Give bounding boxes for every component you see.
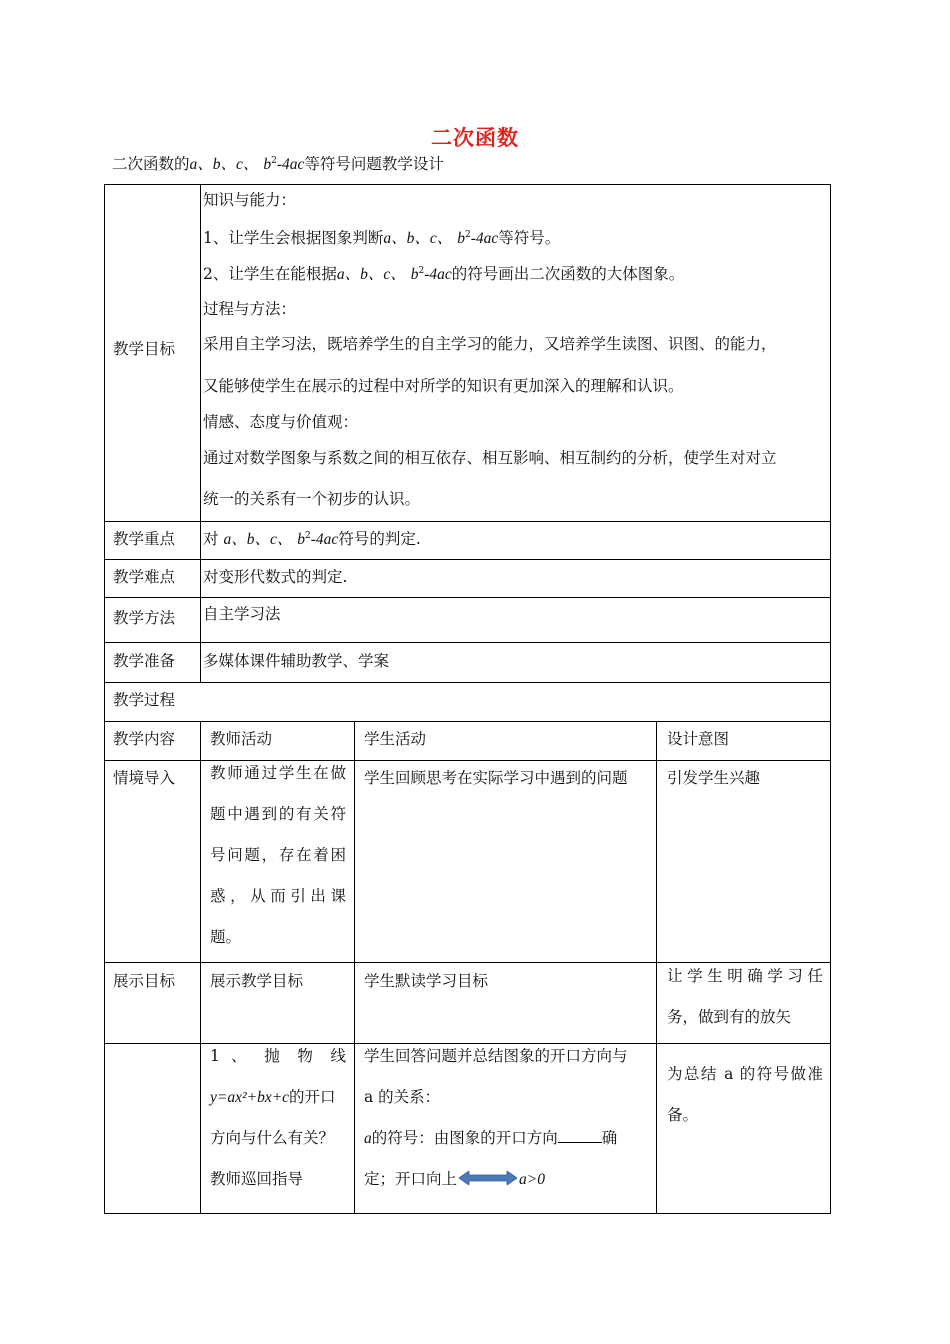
method-text: 自主学习法 xyxy=(203,605,281,623)
table-row-intent: 引发学生兴趣 xyxy=(667,769,761,787)
method-label: 教学方法 xyxy=(113,609,176,627)
emotion-line-2: 统一的关系有一个初步的认识。 xyxy=(203,490,421,508)
fill-in-blank xyxy=(558,1128,602,1143)
table-row-student: 学生回顾思考在实际学习中遇到的问题 xyxy=(364,769,628,787)
knowledge-heading: 知识与能力： xyxy=(203,191,297,209)
table-row-content: 情境导入 xyxy=(113,769,176,787)
knowledge-item-1: 1、让学生会根据图象判断a、b、c、 $b^2-4ac$等符号。 xyxy=(203,229,561,247)
key-point-label: 教学重点 xyxy=(113,530,176,548)
document-subtitle: 二次函数的a、b、c、 $b^2-4ac$等符号问题教学设计 xyxy=(112,155,444,173)
process-line-1: 采用自主学习法，既培养学生的自主学习的能力，又培养学生读图、识图、的能力， xyxy=(203,335,777,353)
process-line-2: 又能够使学生在展示的过程中对所学的知识有更加深入的理解和认识。 xyxy=(203,377,684,395)
table-row-intent: 让学生明确学习任 务，做到有的放矢 xyxy=(667,967,823,1026)
emotion-heading: 情感、态度与价值观： xyxy=(203,413,359,431)
col-header-intent: 设计意图 xyxy=(667,730,730,748)
difficulty-text: 对变形代数式的判定. xyxy=(203,568,348,586)
prep-text: 多媒体课件辅助教学、学案 xyxy=(203,652,390,670)
objectives-label: 教学目标 xyxy=(113,340,176,358)
document-title: 二次函数 xyxy=(431,125,519,150)
col-header-content: 教学内容 xyxy=(113,730,176,748)
table-row-student: 学生回答问题并总结图象的开口方向与 a 的关系： a的符号：由图象的开口方向 确 定；开口向上 a>0 xyxy=(364,1036,648,1201)
table-row-teacher: 展示教学目标 xyxy=(210,972,304,990)
objectives-content xyxy=(203,186,828,516)
double-arrow-icon xyxy=(459,1160,517,1201)
emotion-line-1: 通过对数学图象与系数之间的相互依存、相互影响、相互制约的分析，使学生对对立 xyxy=(203,449,777,467)
table-row-teacher: 1 、 抛 物 线 y=ax²+bx+c的开口 方向与什么有关？ 教师巡回指导 xyxy=(210,1047,346,1188)
difficulty-label: 教学难点 xyxy=(113,568,176,586)
knowledge-item-2: 2、让学生在能根据a、b、c、 $b^2-4ac$的符号画出二次函数的大体图象。 xyxy=(203,265,685,283)
process-heading: 过程与方法： xyxy=(203,300,297,318)
prep-label: 教学准备 xyxy=(113,652,176,670)
table-row-student: 学生默读学习目标 xyxy=(364,972,489,990)
table-row-intent: 为总结 a 的符号做准 备。 xyxy=(667,1065,823,1124)
table-row-content: 展示目标 xyxy=(113,972,176,990)
process-title: 教学过程 xyxy=(113,691,176,709)
key-point-text: 对 a、b、c、 $b^2-4ac$符号的判定. xyxy=(203,530,421,548)
table-row-teacher: 教师通过学生在做 题中遇到的有关符 号问题，存在着困 惑，从而引出课 题。 xyxy=(210,764,346,946)
col-header-teacher: 教师活动 xyxy=(210,730,273,748)
col-header-student: 学生活动 xyxy=(364,730,427,748)
